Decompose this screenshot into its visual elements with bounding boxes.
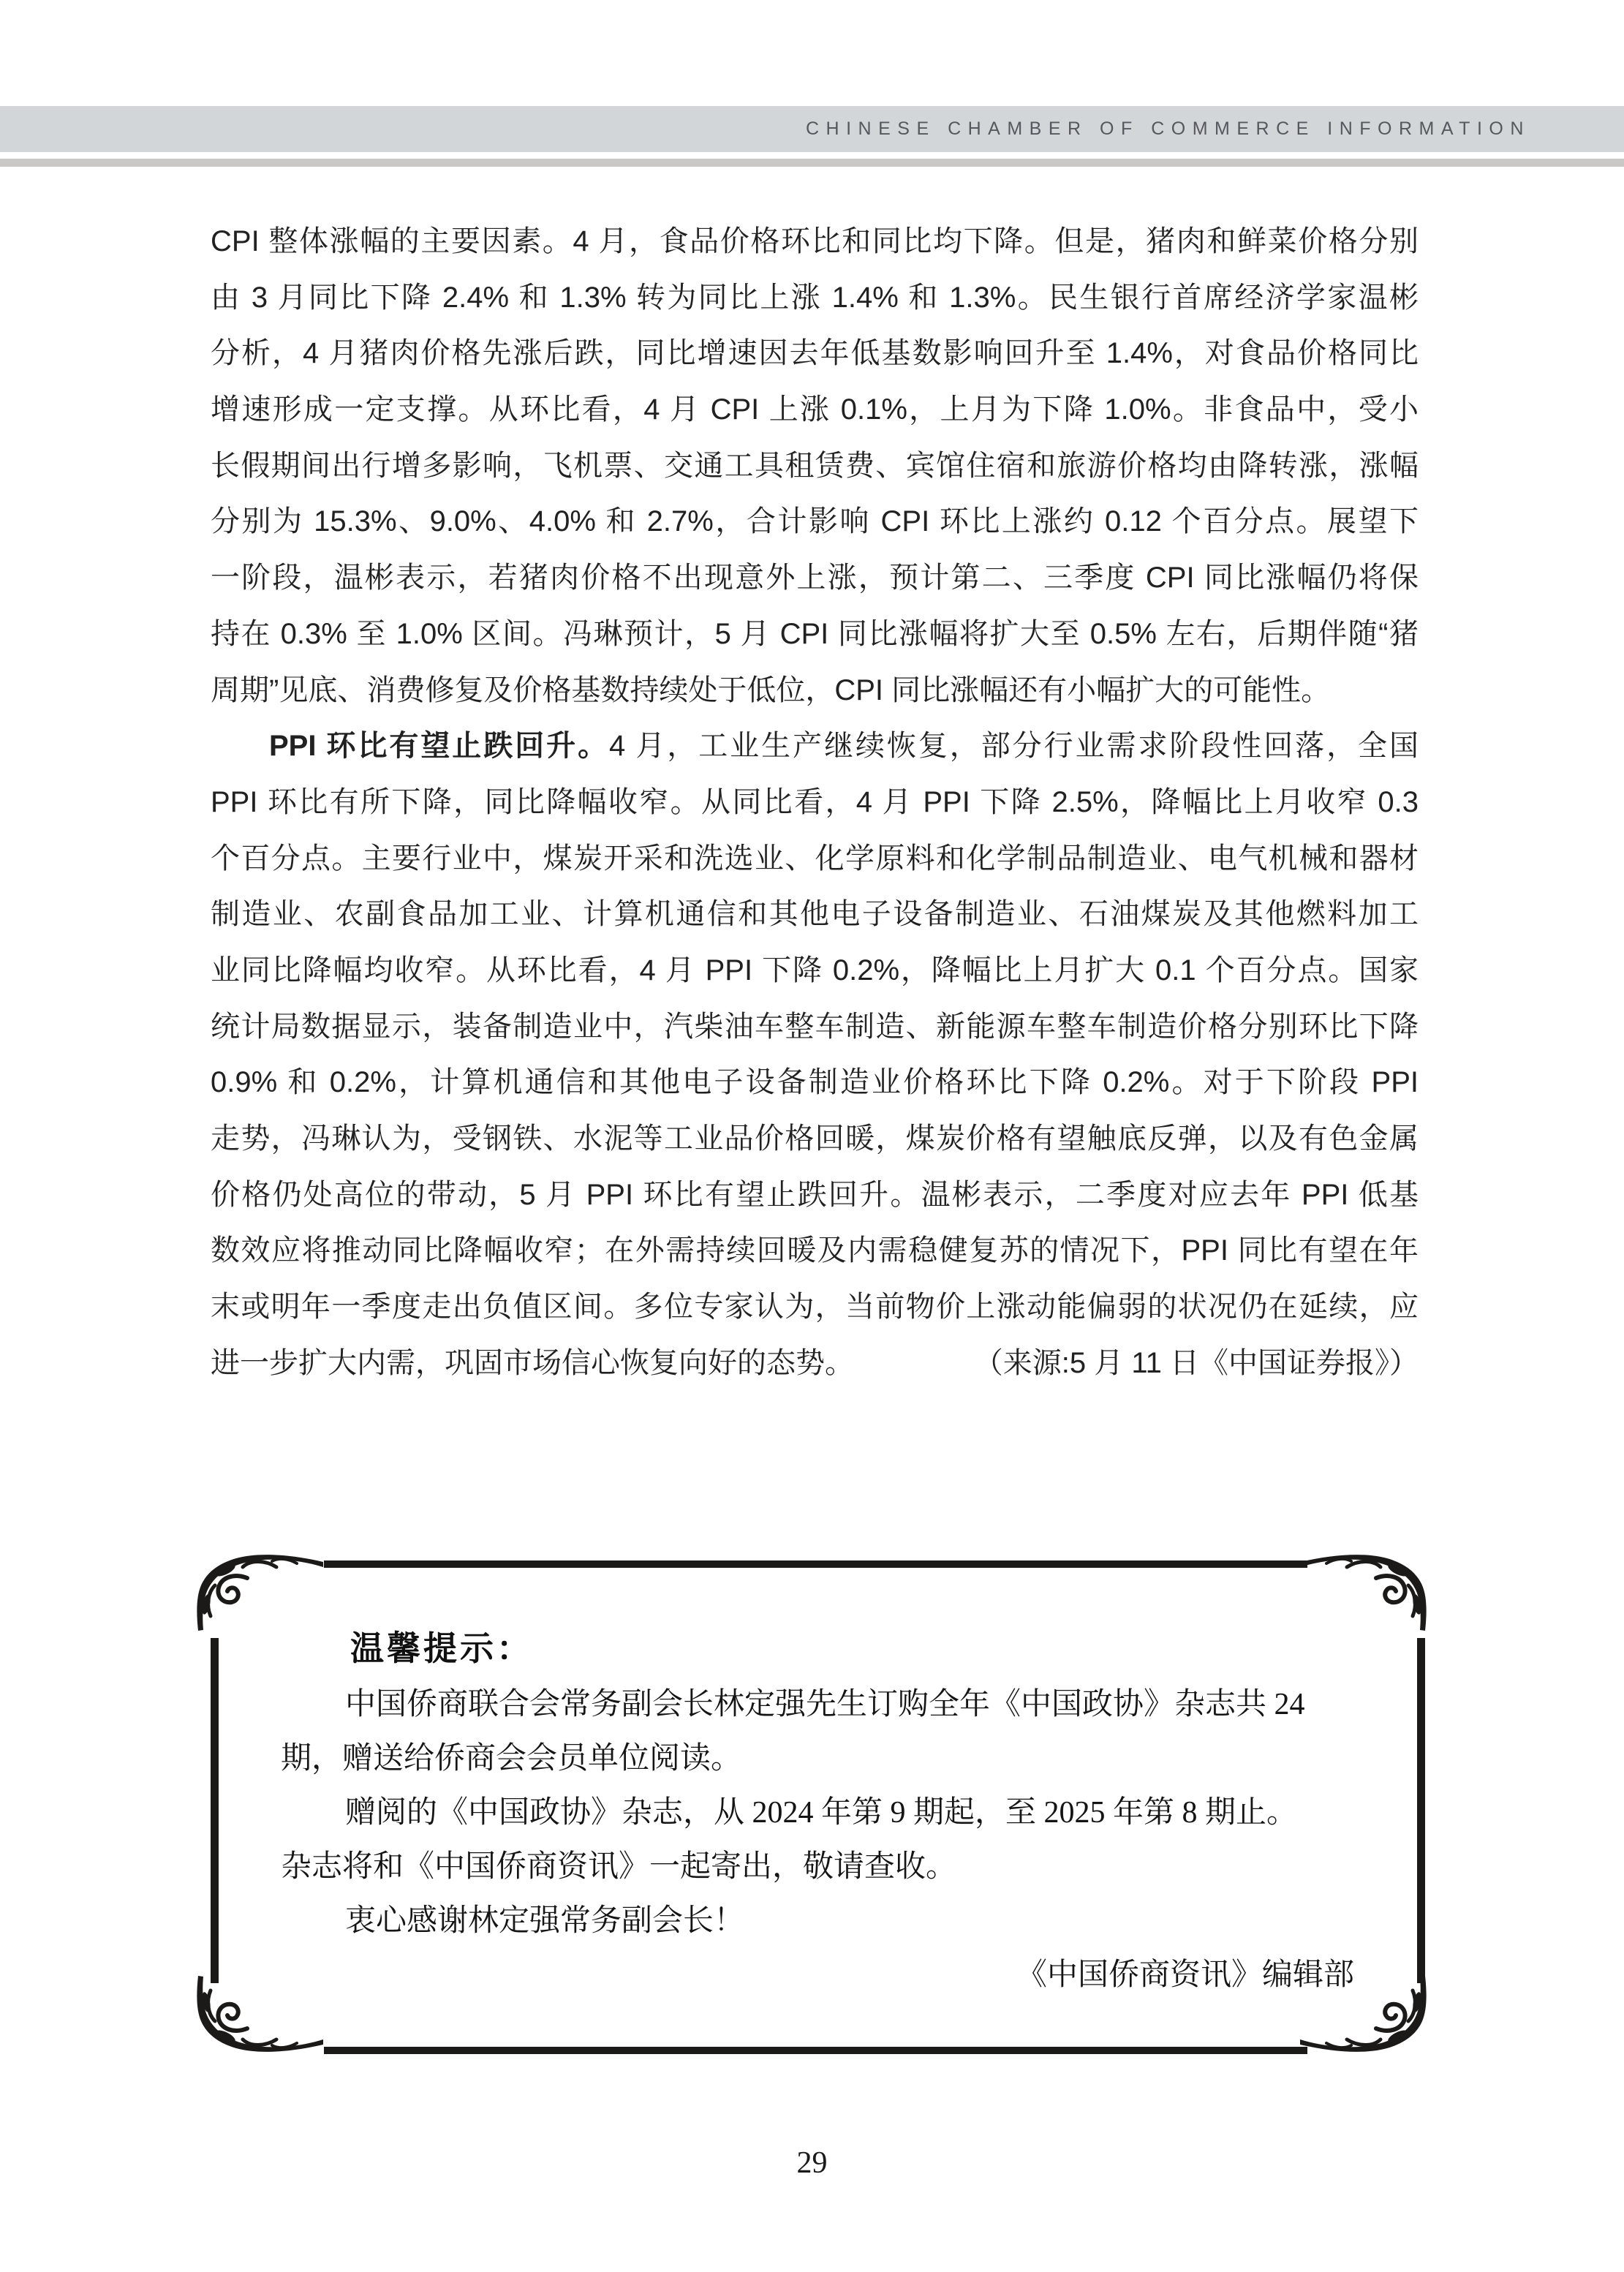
- article-text-line: [211, 999, 1419, 1055]
- line-text: 由 3 月同比下降 2.4% 和 1.3% 转为同比上涨 1.4% 和 1.3%。民生银行首席经济学家温彬: [211, 281, 1419, 314]
- line-text: 末或明年一季度走出负值区间。多位专家认为，当前物价上涨动能偏弱的状况仍在延续，应: [211, 1291, 1419, 1324]
- notice-text-line: [281, 1948, 1367, 2002]
- article-text-line: [211, 214, 1419, 270]
- article-text-line: [211, 1111, 1419, 1167]
- notice-box-bottom-rule: [324, 2047, 1307, 2054]
- line-text: PPI 环比有所下降，同比降幅收窄。从同比看，4 月 PPI 下降 2.5%，降幅比上月收窄 0.3: [211, 785, 1419, 818]
- article-text-line: [211, 494, 1419, 550]
- notice-box-right-rule: [1417, 1638, 1425, 1983]
- header-band-thin: [0, 159, 1624, 167]
- notice-box-left-rule: [211, 1638, 219, 1983]
- article-text-line: [211, 1054, 1419, 1111]
- source-citation: （来源:5 月 11 日《中国证券报》）: [973, 1346, 1419, 1379]
- floral-corner-ornament: [194, 1547, 325, 1641]
- notice-box: [192, 1544, 1432, 2061]
- line-text: 中国侨商联合会常务副会长林定强先生订购全年《中国政协》杂志共 24: [345, 1688, 1305, 1721]
- line-text: 进一步扩大内需，巩固市场信心恢复向好的态势。: [211, 1346, 854, 1379]
- article-text-line: [211, 438, 1419, 494]
- line-text: 长假期间出行增多影响，飞机票、交通工具租赁费、宾馆住宿和旅游价格均由降转涨，涨幅: [211, 449, 1419, 482]
- article-text-line: [211, 1335, 1419, 1392]
- article-text-line: [211, 831, 1419, 887]
- page-number: 29: [796, 2146, 828, 2180]
- line-text: CPI 整体涨幅的主要因素。4 月，食品价格环比和同比均下降。但是，猪肉和鲜菜价格分别: [211, 225, 1419, 257]
- line-text: 周期”见底、消费修复及价格基数持续处于低位，CPI 同比涨幅还有小幅扩大的可能性。: [211, 673, 1331, 706]
- header-banner-text: CHINESE CHAMBER OF COMMERCE INFORMATION: [806, 118, 1530, 139]
- line-text: 4 月，工业生产继续恢复，部分行业需求阶段性回落，全国: [609, 730, 1419, 763]
- article-text-line: [211, 550, 1419, 606]
- notice-box-body: [281, 1677, 1367, 2002]
- floral-corner-ornament: [1299, 1547, 1429, 1641]
- line-text: 分析，4 月猪肉价格先涨后跌，同比增速因去年低基数影响回升至 1.4%，对食品价格同比: [211, 337, 1419, 370]
- line-text: 个百分点。主要行业中，煤炭开采和洗选业、化学原料和化学制品制造业、电气机械和器材: [211, 842, 1419, 875]
- line-text: 增速形成一定支撑。从环比看，4 月 CPI 上涨 0.1%，上月为下降 1.0%。非食品中，受小: [211, 393, 1419, 426]
- header-band: [0, 106, 1624, 152]
- notice-box-title: 温馨提示：: [350, 1630, 533, 1667]
- article-text-line: [211, 943, 1419, 999]
- notice-text-line: [281, 1732, 1367, 1786]
- article-text-line: [211, 718, 1419, 774]
- line-text: 走势，冯琳认为，受钢铁、水泥等工业品价格回暖，煤炭价格有望触底反弹，以及有色金属: [211, 1122, 1419, 1155]
- line-text: 杂志将和《中国侨商资讯》一起寄出，敬请查收。: [281, 1850, 957, 1884]
- article-text-line: [211, 325, 1419, 382]
- line-text: 价格仍处高位的带动，5 月 PPI 环比有望止跌回升。温彬表示，二季度对应去年 PPI 低基: [211, 1178, 1419, 1211]
- notice-text-line: [281, 1894, 1367, 1948]
- line-text: 制造业、农副食品加工业、计算机通信和其他电子设备制造业、石油煤炭及其他燃料加工: [211, 898, 1419, 931]
- notice-text-line: [281, 1840, 1367, 1894]
- article-text-line: [211, 886, 1419, 943]
- notice-box-top-rule: [324, 1560, 1307, 1568]
- notice-text-line: [281, 1677, 1367, 1732]
- bold-lead-text: PPI 环比有望止跌回升。: [269, 730, 610, 763]
- line-text: 数效应将推动同比降幅收窄；在外需持续回暖及内需稳健复苏的情况下，PPI 同比有望在年: [211, 1234, 1419, 1267]
- article-body: [211, 214, 1419, 1391]
- article-text-line: [211, 774, 1419, 831]
- notice-text-line: [281, 1786, 1367, 1840]
- line-text: 一阶段，温彬表示，若猪肉价格不出现意外上涨，预计第二、三季度 CPI 同比涨幅仍将保: [211, 562, 1419, 595]
- article-text-line: [211, 1167, 1419, 1223]
- line-text: 《中国侨商资讯》编辑部: [1016, 1958, 1354, 1992]
- line-text: 期，赠送给侨商会会员单位阅读。: [281, 1742, 742, 1775]
- line-text: 持在 0.3% 至 1.0% 区间。冯琳预计，5 月 CPI 同比涨幅将扩大至 0.5% 左右，后期伴随“猪: [211, 617, 1419, 650]
- article-text-line: [211, 1223, 1419, 1279]
- article-text-line: [211, 382, 1419, 438]
- article-text-line: [211, 606, 1419, 663]
- article-text-line: [211, 663, 1419, 719]
- line-text: 赠阅的《中国政协》杂志，从 2024 年第 9 期起，至 2025 年第 8 期止。: [345, 1796, 1298, 1830]
- line-text: 统计局数据显示，装备制造业中，汽柴油车整车制造、新能源车整车制造价格分别环比下降: [211, 1010, 1419, 1043]
- line-text: 分别为 15.3%、9.0%、4.0% 和 2.7%，合计影响 CPI 环比上涨约 0.12 个百分点。展望下: [211, 505, 1419, 538]
- line-text: 业同比降幅均收窄。从环比看，4 月 PPI 下降 0.2%，降幅比上月扩大 0.1 个百分点。国家: [211, 954, 1419, 986]
- line-text: 衷心感谢林定强常务副会长！: [345, 1904, 745, 1938]
- line-text: 0.9% 和 0.2%，计算机通信和其他电子设备制造业价格环比下降 0.2%。对于下阶段 PPI: [211, 1066, 1419, 1099]
- article-text-line: [211, 270, 1419, 326]
- article-text-line: [211, 1279, 1419, 1335]
